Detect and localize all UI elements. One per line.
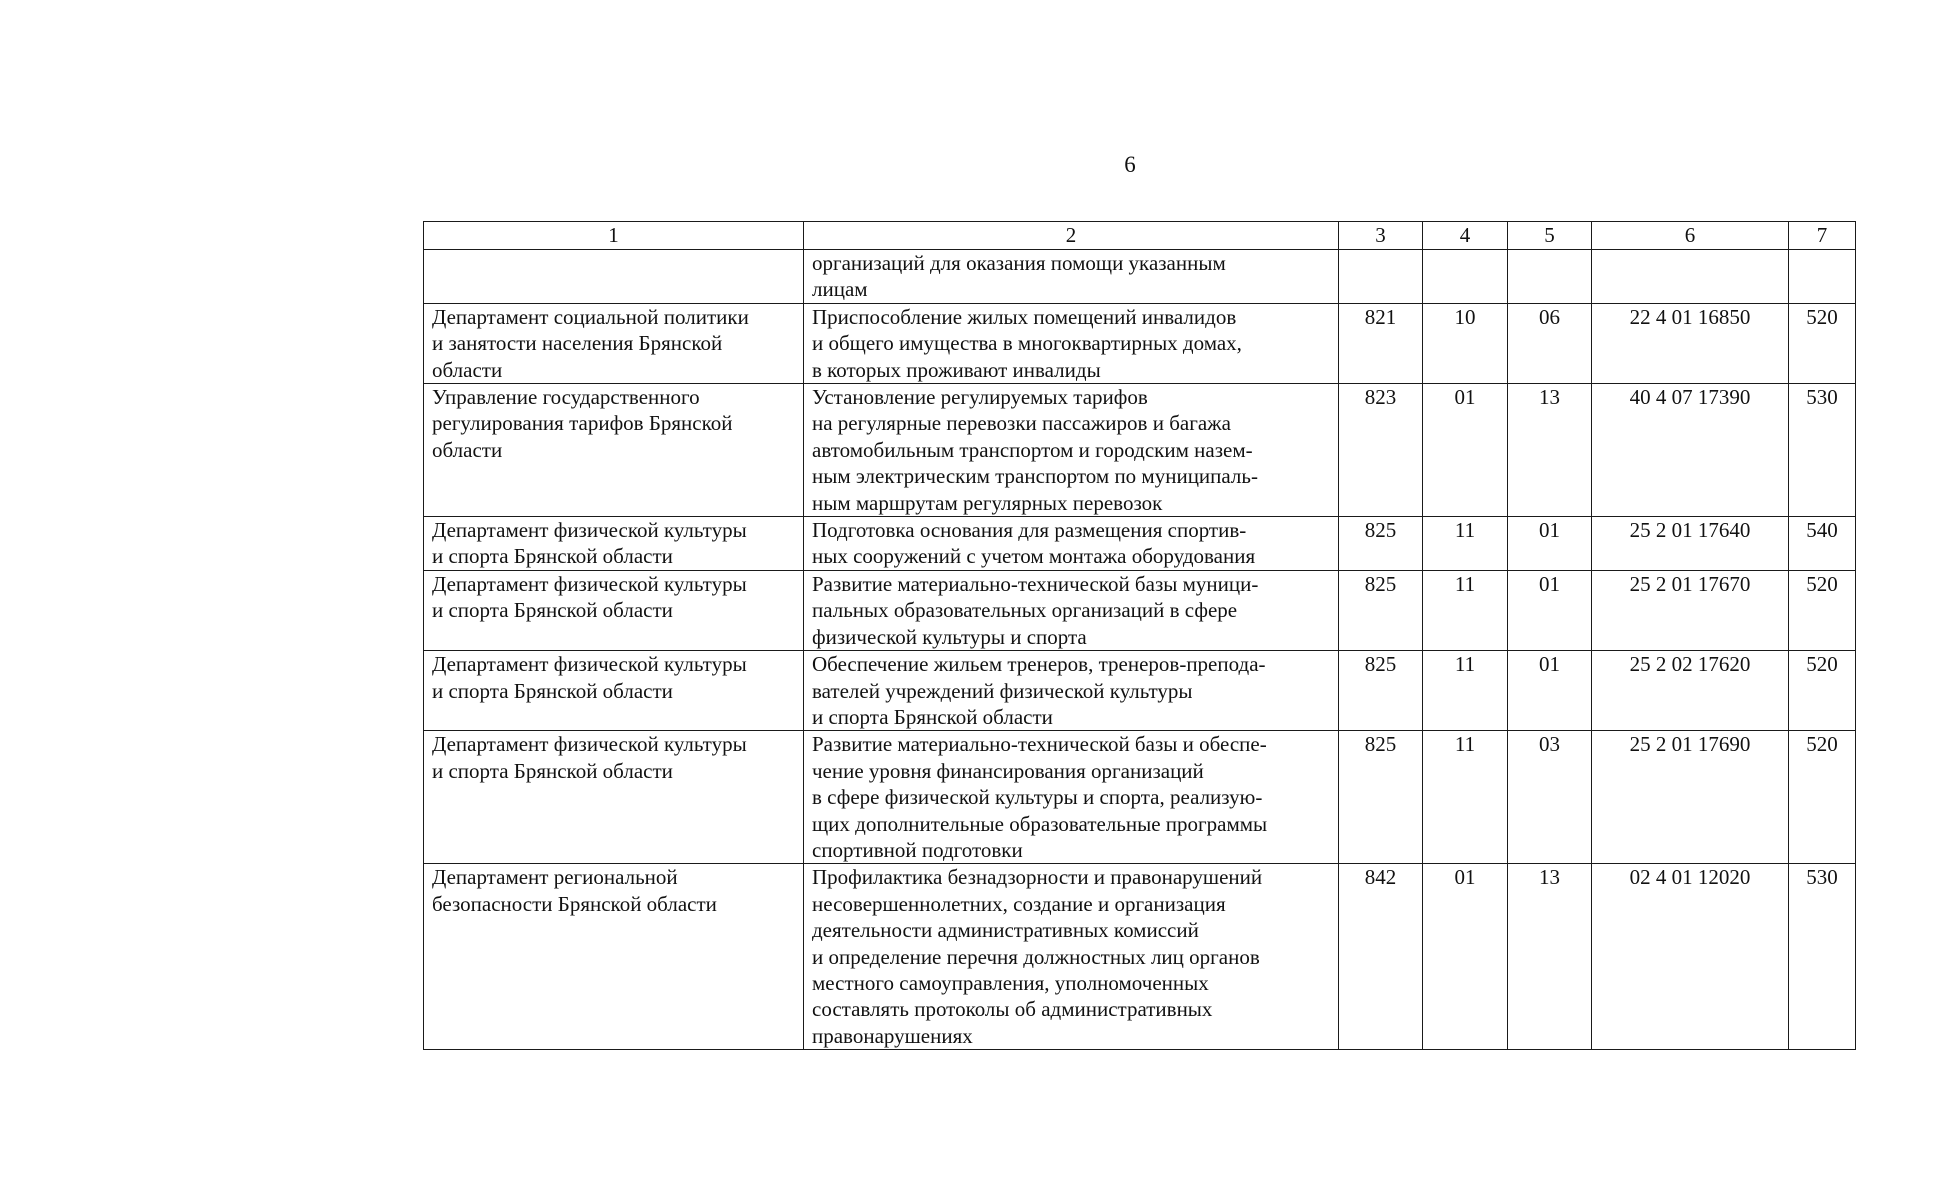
organization-cell: Департамент физической культуры и спорта Брянской области (424, 570, 804, 650)
table-row (424, 731, 1856, 864)
code-cell: 823 (1339, 384, 1423, 517)
description-cell: организаций для оказания помощи указанным лицам (804, 250, 1339, 304)
code-cell (1789, 250, 1856, 304)
code-cell: 01 (1508, 570, 1592, 650)
code-cell: 01 (1508, 651, 1592, 731)
code-cell: 842 (1339, 864, 1423, 1050)
column-header: 4 (1423, 222, 1508, 250)
organization-cell: Департамент физической культуры и спорта Брянской области (424, 731, 804, 864)
code-cell (1339, 250, 1423, 304)
code-cell: 821 (1339, 303, 1423, 383)
organization-cell: Департамент социальной политики и занятости населения Брянской области (424, 303, 804, 383)
code-cell: 06 (1508, 303, 1592, 383)
description-cell: Подготовка основания для размещения спортив- ных сооружений с учетом монтажа оборудования (804, 517, 1339, 571)
description-cell: Развитие материально-технической базы и обеспе- чение уровня финансирования организаций в сфере физической культуры и спорта, реализую- щих дополнительные образовательные программы спортивной подготовки (804, 731, 1339, 864)
description-cell: Развитие материально-технической базы муници- пальных образовательных организаций в сфере физической культуры и спорта (804, 570, 1339, 650)
column-header: 6 (1592, 222, 1789, 250)
table-row (424, 384, 1856, 517)
code-cell: 530 (1789, 864, 1856, 1050)
code-cell: 22 4 01 16850 (1592, 303, 1789, 383)
code-cell: 520 (1789, 303, 1856, 383)
code-cell: 01 (1423, 864, 1508, 1050)
description-cell: Приспособление жилых помещений инвалидов и общего имущества в многоквартирных домах, в которых проживают инвалиды (804, 303, 1339, 383)
code-cell: 03 (1508, 731, 1592, 864)
organization-cell: Департамент физической культуры и спорта Брянской области (424, 651, 804, 731)
code-cell: 520 (1789, 731, 1856, 864)
organization-cell: Департамент региональной безопасности Брянской области (424, 864, 804, 1050)
code-cell (1508, 250, 1592, 304)
code-cell: 13 (1508, 864, 1592, 1050)
description-cell: Профилактика безнадзорности и правонарушений несовершеннолетних, создание и организация деятельности административных комиссий и определение перечня должностных лиц органов местного самоуправления, уполномоченных составлять протоколы об административных правонарушениях (804, 864, 1339, 1050)
column-header: 5 (1508, 222, 1592, 250)
column-header: 3 (1339, 222, 1423, 250)
code-cell: 540 (1789, 517, 1856, 571)
code-cell: 40 4 07 17390 (1592, 384, 1789, 517)
code-cell: 01 (1423, 384, 1508, 517)
code-cell: 10 (1423, 303, 1508, 383)
code-cell: 11 (1423, 651, 1508, 731)
column-header: 2 (804, 222, 1339, 250)
code-cell: 25 2 01 17690 (1592, 731, 1789, 864)
code-cell: 25 2 01 17670 (1592, 570, 1789, 650)
table-row (424, 864, 1856, 1050)
code-cell: 11 (1423, 517, 1508, 571)
code-cell (1423, 250, 1508, 304)
code-cell: 11 (1423, 731, 1508, 864)
table-row (424, 651, 1856, 731)
header-row (424, 222, 1856, 250)
table-row (424, 250, 1856, 304)
description-cell: Установление регулируемых тарифов на регулярные перевозки пассажиров и багажа автомобильным транспортом и городским назем- ным электрическим транспортом по муниципаль- ным маршрутам регулярных перевозок (804, 384, 1339, 517)
code-cell (1592, 250, 1789, 304)
code-cell: 530 (1789, 384, 1856, 517)
code-cell: 13 (1508, 384, 1592, 517)
code-cell: 11 (1423, 570, 1508, 650)
budget-table (423, 221, 1856, 1050)
code-cell: 25 2 01 17640 (1592, 517, 1789, 571)
code-cell: 825 (1339, 651, 1423, 731)
organization-cell (424, 250, 804, 304)
table-row (424, 303, 1856, 383)
code-cell: 25 2 02 17620 (1592, 651, 1789, 731)
code-cell: 825 (1339, 570, 1423, 650)
code-cell: 825 (1339, 517, 1423, 571)
column-header: 7 (1789, 222, 1856, 250)
code-cell: 01 (1508, 517, 1592, 571)
code-cell: 02 4 01 12020 (1592, 864, 1789, 1050)
description-cell: Обеспечение жильем тренеров, тренеров-препода- вателей учреждений физической культуры и спорта Брянской области (804, 651, 1339, 731)
organization-cell: Управление государственного регулирования тарифов Брянской области (424, 384, 804, 517)
column-header: 1 (424, 222, 804, 250)
organization-cell: Департамент физической культуры и спорта Брянской области (424, 517, 804, 571)
code-cell: 825 (1339, 731, 1423, 864)
code-cell: 520 (1789, 570, 1856, 650)
table-row (424, 517, 1856, 571)
page-number: 6 (1124, 152, 1136, 177)
code-cell: 520 (1789, 651, 1856, 731)
table-row (424, 570, 1856, 650)
